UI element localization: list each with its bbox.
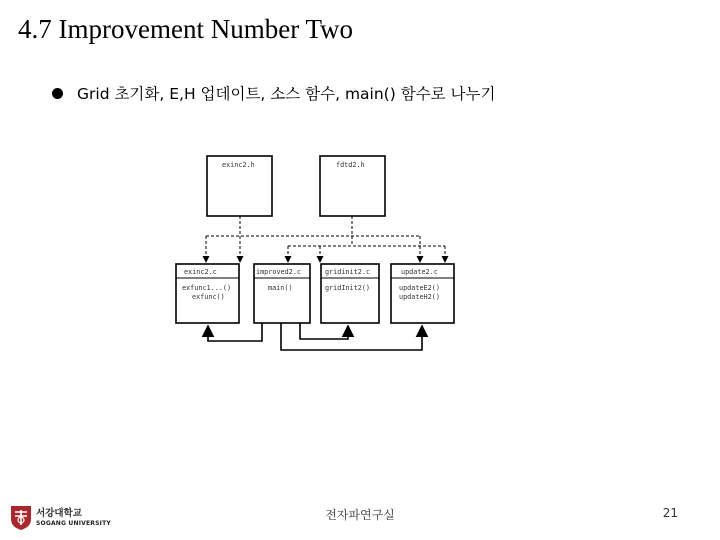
function-label: main(): [268, 284, 293, 292]
slide-title: 4.7 Improvement Number Two: [18, 14, 354, 44]
logo-korean-text: 서강대학교: [36, 508, 82, 520]
include-connectors: [206, 216, 445, 262]
page-number: 21: [662, 506, 678, 520]
header-file-box: [320, 156, 385, 216]
source-file-box: [254, 264, 310, 323]
source-file-label: gridinit2.c: [325, 268, 371, 276]
function-label: gridInit2(): [325, 284, 371, 292]
bullet-text: Grid 초기화, E,H 업데이트, 소스 함수, main() 함수로 나누기: [77, 85, 496, 103]
source-file-box: [176, 264, 239, 323]
function-label: updateE2(): [399, 284, 440, 292]
function-label: exfunc(): [192, 293, 225, 301]
logo-english-text: SOGANG UNIVERSITY: [36, 519, 111, 527]
call-connectors: [208, 323, 422, 350]
footer-lab-name: 전자파연구실: [325, 508, 395, 522]
source-file-label: exinc2.c: [184, 268, 217, 276]
source-file-label: update2.c: [401, 268, 438, 276]
source-file-box: [321, 264, 379, 323]
header-file-box: [207, 156, 272, 216]
function-label: exfunc1...(): [182, 284, 232, 292]
source-file-label: improved2.c: [256, 268, 302, 276]
source-file-box: [391, 264, 454, 323]
function-label: updateH2(): [399, 293, 440, 301]
header-file-label: exinc2.h: [222, 161, 255, 169]
header-file-label: fdtd2.h: [336, 161, 365, 169]
